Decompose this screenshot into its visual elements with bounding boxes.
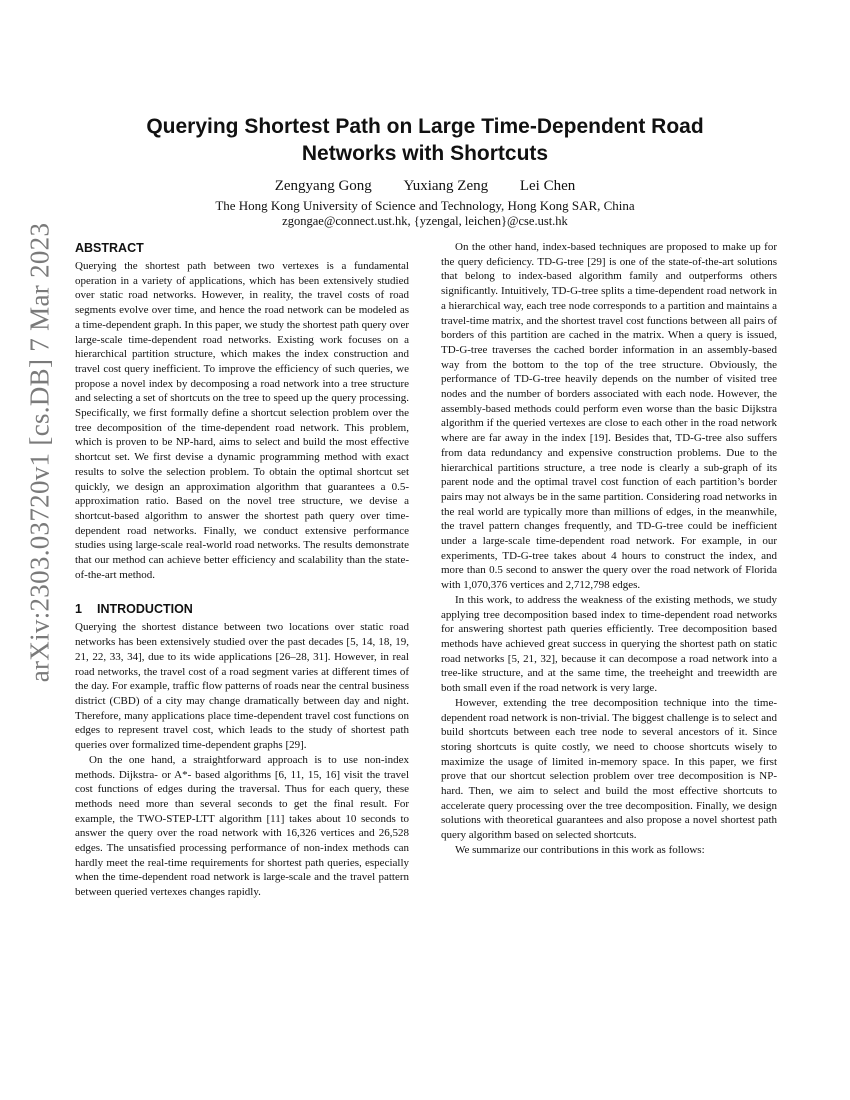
- body-paragraph: However, extending the tree decomposition technique into the time-dependent road network is non-trivial. The biggest challenge is to select and build shortcuts between each tree node to several ancestors of it. Since storing shortcuts is quite costly, we need to choose shortcuts wisely to maximize the usage of limited in-memory space. In this paper, we first prove that our shortcut selection problem over tree decomposition is NP-hard. Then, we aim to select and build the most effective shortcuts to accelerate query processing over the tree decomposition. Finally, we design solutions with theoretical guarantees and also propose a novel shortest path query algorithm based on selected shortcuts.: [441, 696, 777, 842]
- introduction-heading: [75, 601, 409, 617]
- arxiv-identifier-stamp: [8, 222, 72, 682]
- paper-title: Querying Shortest Path on Large Time-Dependent Road Networks with Shortcuts: [146, 115, 704, 165]
- author-emails: zgongae@connect.ust.hk, {yzengal, leichen}@cse.ust.hk: [282, 214, 568, 228]
- body-paragraph: In this work, to address the weakness of the existing methods, we study applying tree decomposition based index to time-dependent road networks for answering shortest path queries efficiently. Tree decomposition based methods have achieved great success in querying the shortest path on static road networks [5, 21, 32], because it can decompose a road network into a tree-like structure, and at the same time, the treeheight and treewidth are both small even if the road network is very large.: [441, 593, 777, 695]
- arxiv-identifier-text: arXiv:2303.03720v1 [cs.DB] 7 Mar 2023: [24, 222, 55, 682]
- body-paragraph: On the other hand, index-based techniques are proposed to make up for the query deficiency. TD-G-tree [29] is one of the state-of-the-art solutions that belong to index-based algorithm family and outperforms others significantly. Intuitively, TD-G-tree splits a time-dependent road network in a hierarchical way, each tree node corresponds to a partition and maintains a travel-time matrix, and the shortest travel cost functions between all pairs of borders of this partition are cached in the matrix. When a query is issued, TD-G-tree traverses the cached border information in an assembly-based way from the bottom to the top of the tree structure. Obviously, the performance of TD-G-tree heavily depends on the number of visited tree nodes and the number of borders associated with each node. However, the assembly-based methods could perform even worse than the basic Dijkstra algorithm if the queried vertexes are close to each other in the road network where are far away in the index [19]. Besides that, TD-G-tree also suffers from data redundancy and expensive construction problems. Due to the hierarchical partitions structure, a tree node is clearly a sub-graph of its parent node and the optimal travel cost function of each partition’s border pairs may not always be in the same partition. Considering road networks in the real world are typically more than millions of edges, in the meanwhile, the travel pattern changes frequently, and TD-G-tree could be inefficient under a large-scale time-dependent road network. For example, in our experiments, TD-G-tree takes about 4 hours to construct the index, and more than 0.5 second to answer the query over the road network of Florida with 1,070,376 vertices and 2,712,798 edges.: [441, 241, 777, 592]
- author-name: Zengyang Gong: [274, 178, 372, 194]
- author-name: Lei Chen: [519, 178, 576, 194]
- body-paragraph: We summarize our contributions in this work as follows:: [455, 843, 705, 856]
- abstract-text: Querying the shortest path between two vertexes is a fundamental operation in a variety of applications, which has been extensively studied over static road networks. However, in reality, the travel costs of road segments evolve over time, and hence the road network can be modeled as a time-dependent graph. In this paper, we study the shortest path query over large-scale time-dependent road networks. Existing work focuses on a hierarchical partition structure, which makes the index construction and travel cost query inefficient. To improve the efficiency of such queries, we propose a novel index by decomposing a road network into a tree structure and selecting a set of shortcuts on the tree to speed up the query processing. Specifically, we first formally define a shortcut selection problem over the tree decomposition of the time-dependent road network. This problem, which is proven to be NP-hard, aims to select and build the most effective shortcut set. We first devise a dynamic programming method with exact results to solve the selection problem. To obtain the optimal shortcut set quickly, we design an approximation algorithm that guarantees a 0.5-approximation ratio. Based on the novel tree structure, we devise a shortcut-based algorithm to answer the shortest path query over time-dependent road networks. Finally, we conduct extensive performance studies using large-scale real-world road networks. The results demonstrate that our method can achieve better efficiency and scalability than the state-of-the-art method.: [75, 260, 409, 581]
- affiliation: The Hong Kong University of Science and Technology, Hong Kong SAR, China: [215, 198, 635, 213]
- author-list: [100, 178, 750, 195]
- body-paragraph: On the one hand, a straightforward approach is to use non-index methods. Dijkstra- or A*- based algorithms [6, 11, 15, 16] visit the travel cost functions of edges during the traversal. Thus for each query, these methods need more than several seconds to get the final result. For example, the TWO-STEP-LTT algorithm [11] takes about 10 seconds to answer the query over the road network with 16,326 vertices and 26,528 edges. The unsatisfied processing performance of non-index methods can hardly meet the real-time requirements for shortest path queries, especially when the time-dependent road network is large-scale and the travel pattern between queried vertexes changes rapidly.: [75, 753, 409, 899]
- right-column: [441, 240, 777, 858]
- author-name: Yuxiang Zeng: [403, 178, 489, 194]
- abstract-heading: ABSTRACT: [75, 241, 144, 255]
- section-title: INTRODUCTION: [97, 602, 193, 617]
- body-paragraph: Querying the shortest distance between two locations over static road networks has been extensively studied over the past decades [5, 14, 18, 19, 21, 22, 33, 34], due to its wide applications [26–28, 31]. However, in real road networks, the travel cost of a road segment varies at different times of the day. For example, traffic flow patterns of roads near the central business district (CBD) of a city may change dramatically between day and night. Therefore, many applications place time-dependent travel cost functions on edges to represent travel cost, which leads to the study of shortest path queries over formalized time-dependent graphs [29].: [75, 621, 409, 752]
- left-column: [75, 240, 409, 900]
- section-number: 1: [75, 602, 82, 617]
